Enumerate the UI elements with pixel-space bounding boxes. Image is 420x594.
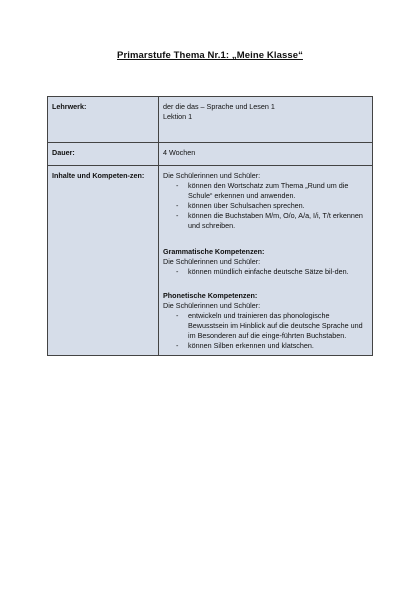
inhalte-label: Inhalte und Kompeten-zen: bbox=[48, 166, 159, 356]
phonetic-list bbox=[163, 311, 369, 351]
inhalte-value bbox=[159, 166, 373, 356]
lehrwerk-label: Lehrwerk: bbox=[48, 97, 159, 143]
dauer-label: Dauer: bbox=[48, 143, 159, 166]
grammar-list bbox=[163, 267, 369, 277]
inhalte-list bbox=[163, 181, 369, 231]
dauer-value: 4 Wochen bbox=[159, 143, 373, 166]
page-title: Primarstufe Thema Nr.1: „Meine Klasse“ bbox=[117, 50, 303, 61]
list-item: - können die Buchstaben M/m, O/o, A/a, I/i, T/t erkennen und schreiben. bbox=[163, 211, 369, 231]
lehrwerk-value bbox=[159, 97, 373, 143]
list-item: - können mündlich einfache deutsche Sätze bil-den. bbox=[163, 267, 369, 277]
lesson-plan-table bbox=[47, 96, 373, 356]
table-row-dauer bbox=[48, 143, 373, 166]
table-row-inhalte bbox=[48, 166, 373, 356]
grammar-intro: Die Schülerinnen und Schüler: bbox=[163, 257, 261, 266]
phonetic-heading: Phonetische Kompetenzen: bbox=[163, 291, 258, 300]
list-item: - können Silben erkennen und klatschen. bbox=[163, 341, 369, 351]
list-item: - können den Wortschatz zum Thema „Rund um die Schule“ erkennen und anwenden. bbox=[163, 181, 369, 201]
list-item: - können über Schulsachen sprechen. bbox=[163, 201, 369, 211]
grammar-heading: Grammatische Kompetenzen: bbox=[163, 247, 265, 256]
lehrwerk-line-2: Lektion 1 bbox=[163, 112, 193, 121]
lehrwerk-line-1: der die das – Sprache und Lesen 1 bbox=[163, 102, 275, 111]
list-item: - entwickeln und trainieren das phonologische Bewusstsein im Hinblick auf die deutsche Sprache und im Besonderen auf die einge-führten Buchstaben. bbox=[163, 311, 369, 341]
inhalte-intro: Die Schülerinnen und Schüler: bbox=[163, 171, 261, 180]
table-row-lehrwerk bbox=[48, 97, 373, 143]
phonetic-intro: Die Schülerinnen und Schüler: bbox=[163, 301, 261, 310]
